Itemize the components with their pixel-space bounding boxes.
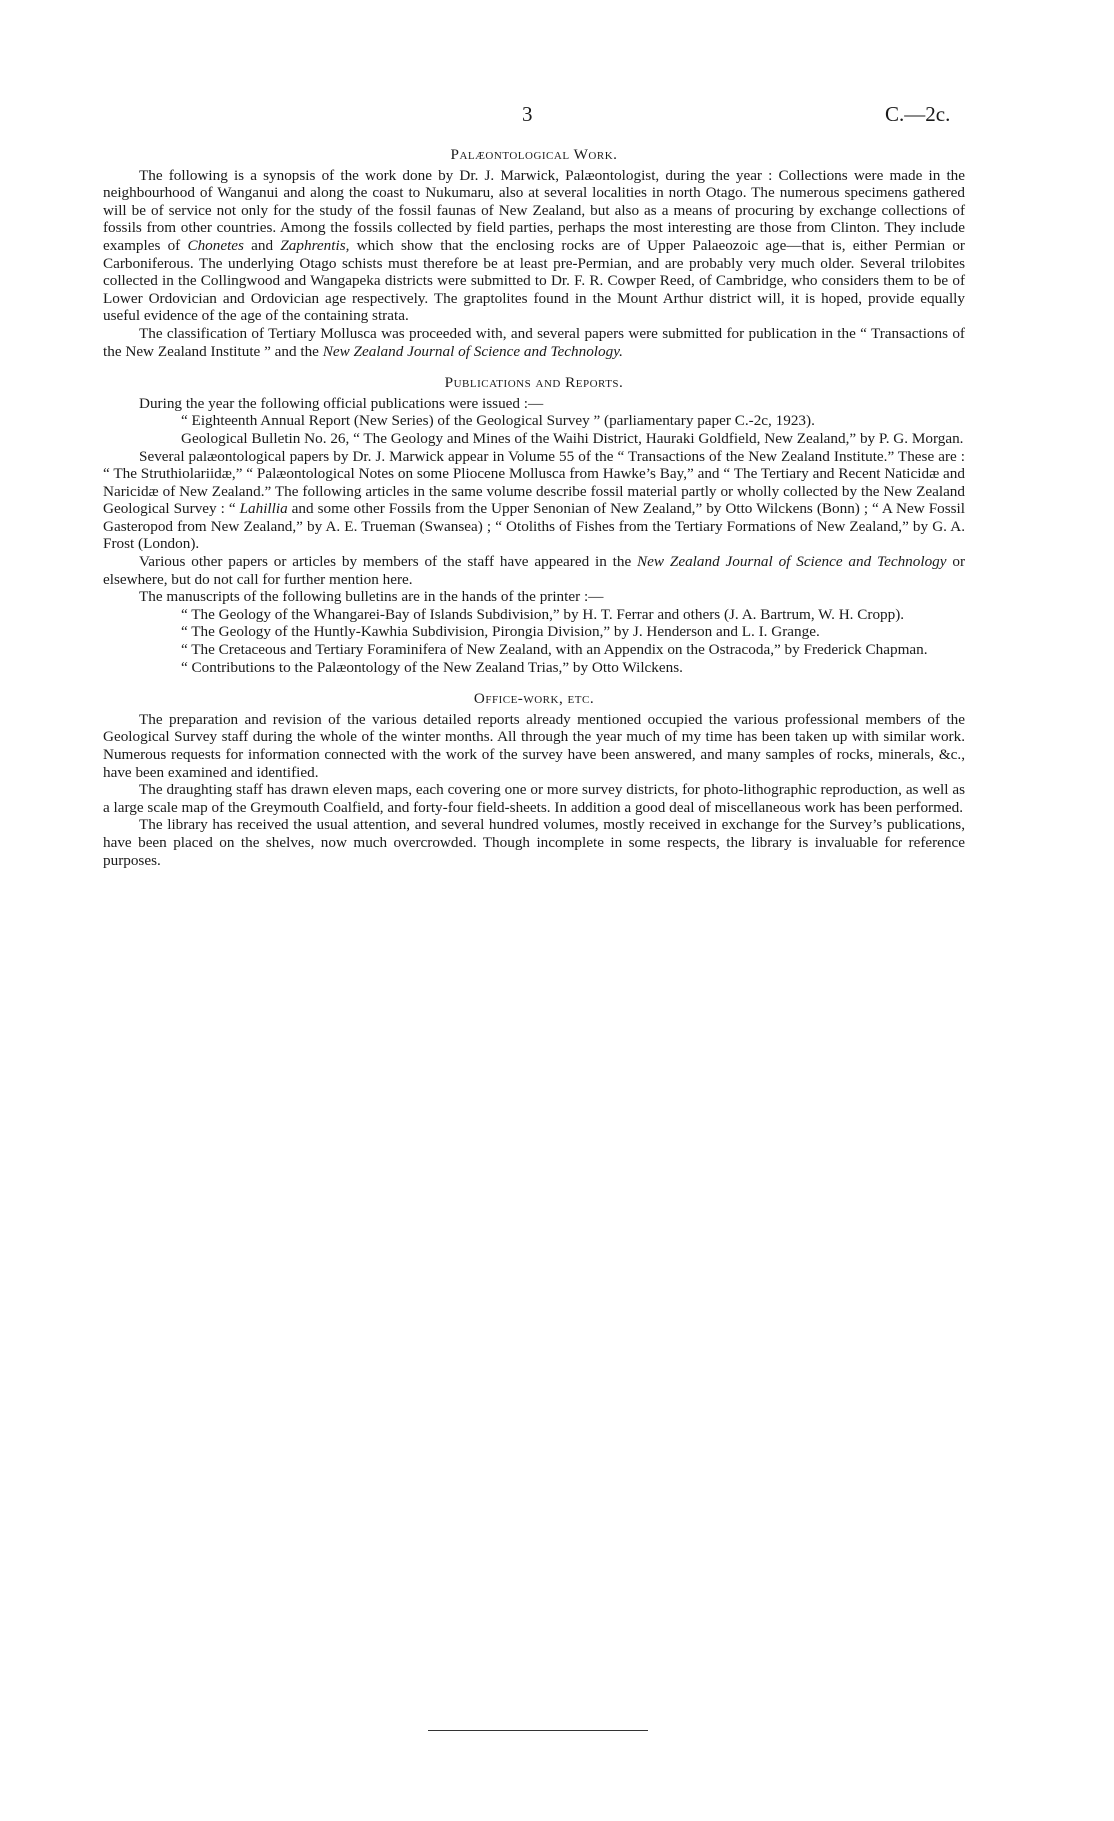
section-heading-palaeontological-work: Palæontological Work. [450, 146, 618, 163]
manuscript-text: “ The Geology of the Whangarei-Bay of Islands Subdivision,” by H. T. Ferrar and others (J. A. Bartrum, W. H. Cropp). [181, 605, 905, 623]
paragraph-text: The following is a synopsis of the work done by Dr. J. Marwick, Palæontologist, during the year : Collections were made in the neighbourhood of Wanganui and along the coast to Nukumaru, also at several localities in north Otago. The numerous specimens gathered will be of service not only for the study of the fossil faunas of New Zealand, but also as a means of procuring by exchange collections of fossils from other countries. Among the fossils collected by field parties, perhaps the most interesting are those from Clinton. They include examples of [103, 166, 965, 254]
paragraph-marwick-papers [103, 448, 965, 554]
paragraph-text: and some other Fossils from the Upper Senonian of New Zealand,” by Otto Wilckens (Bonn) ; “ A New Fossil Gasteropod from New Zealand,” by A. E. Trueman (Swansea) ; “ Otoliths of Fishes from the Tertiary Formations of New Zealand,” by G. A. Frost (London). [103, 500, 965, 553]
paragraph-palaeo-synopsis [103, 167, 965, 325]
manuscript-text: “ The Cretaceous and Tertiary Foraminifera of New Zealand, with an Appendix on the Ostracoda,” by Frederick Chapman. [181, 641, 928, 659]
paragraph-other-papers [103, 553, 965, 588]
italic-genus: Chonetes [187, 236, 244, 254]
manuscript-item [181, 641, 965, 659]
italic-journal: New Zealand Journal of Science and Technology. [322, 342, 623, 360]
paragraph-text: and [243, 236, 281, 254]
paragraph-tertiary-mollusca [103, 325, 965, 360]
manuscript-item [181, 659, 965, 677]
paragraph-text: The classification of Tertiary Mollusca was proceeded with, and several papers were submitted for publication in the “ Transactions of the New Zealand Institute ” and the [103, 324, 965, 360]
paragraph-library: The library has received the usual attention, and several hundred volumes, mostly received in exchange for the Survey’s publications, have been placed on the shelves, now much overcrowded. Though incomplete in some respects, the library is invaluable for reference purposes. [103, 816, 965, 869]
paragraph-office-reports: The preparation and revision of the various detailed reports already mentioned occupied the various professional members of the Geological Survey staff during the whole of the winter months. All through the year much of my time has been taken up with similar work. Numerous requests for information connected with the work of the survey have been answered, and many samples of rocks, minerals, &c., have been examined and identified. [103, 710, 965, 781]
manuscript-text: “ Contributions to the Palæontology of the New Zealand Trias,” by Otto Wilckens. [181, 658, 683, 676]
paragraph-text: which show that the enclosing rocks are of Upper Palaeozoic age—that is, either Permian or Carboniferous. The underlying Otago schists must therefore be at least pre-Permian, and are probably very much older. Several trilobites collected in the Collingwood and Wangapeka districts were submitted to Dr. F. R. Cowper Reed, of Cambridge, who considers them to be of Lower Ordovician and Ordovician age respectively. The graptolites found in the Mount Arthur district will, it is hoped, provide equally useful evidence of the age of the containing strata. [103, 236, 965, 325]
end-rule [428, 1730, 648, 1731]
publication-item [181, 412, 965, 430]
document-reference: C.—2c. [885, 102, 951, 126]
paragraph-text: or elsewhere, but do not call for further mention here. [103, 553, 966, 588]
paragraph-text: Various other papers or articles by members of the staff have appeared in the [139, 553, 638, 571]
italic-genus: Lahillia [239, 500, 288, 518]
page-number: 3 [522, 102, 533, 126]
publication-item [181, 430, 965, 448]
paragraph-draughting: The draughting staff has drawn eleven maps, each covering one or more survey districts, for photo-lithographic reproduction, as well as a large scale map of the Greymouth Coalfield, and forty-four field-sheets. In addition a good deal of miscellaneous work has been performed. [103, 781, 965, 816]
italic-genus: Zaphrentis, [280, 236, 350, 254]
publication-text: “ Eighteenth Annual Report (New Series) of the Geological Survey ” (parliamentary paper C.-2c, 1923). [181, 412, 815, 430]
section-heading-publications: Publications and Reports. [444, 374, 624, 392]
publication-text: Geological Bulletin No. 26, “ The Geology and Mines of the Waihi District, Hauraki Goldfield, New Zealand,” by P. G. Morgan. [181, 429, 964, 447]
manuscript-item [181, 623, 965, 641]
section-heading-office-work: Office-work, etc. [473, 690, 595, 708]
paragraph-publications-intro: During the year the following official publications were issued :— [139, 394, 544, 412]
italic-journal: New Zealand Journal of Science and Technology [637, 553, 947, 571]
document-body [103, 146, 965, 869]
paragraph-manuscripts-intro: The manuscripts of the following bulletins are in the hands of the printer :— [139, 588, 604, 606]
manuscript-text: “ The Geology of the Huntly-Kawhia Subdivision, Pirongia Division,” by J. Henderson and L. I. Grange. [181, 623, 820, 641]
paragraph-text: Several palæontological papers by Dr. J. Marwick appear in Volume 55 of the “ Transactions of the New Zealand Institute.” These are : “ The Struthiolariidæ,” “ Palæontological Notes on some Pliocene Mollusca from Hawke’s Bay,” and “ The Tertiary and Recent Naticidæ and Naricidæ of New Zealand.” The following articles in the same volume describe fossil material partly or wholly collected by the New Zealand Geological Survey : “ [103, 447, 965, 518]
manuscript-item [181, 606, 965, 624]
